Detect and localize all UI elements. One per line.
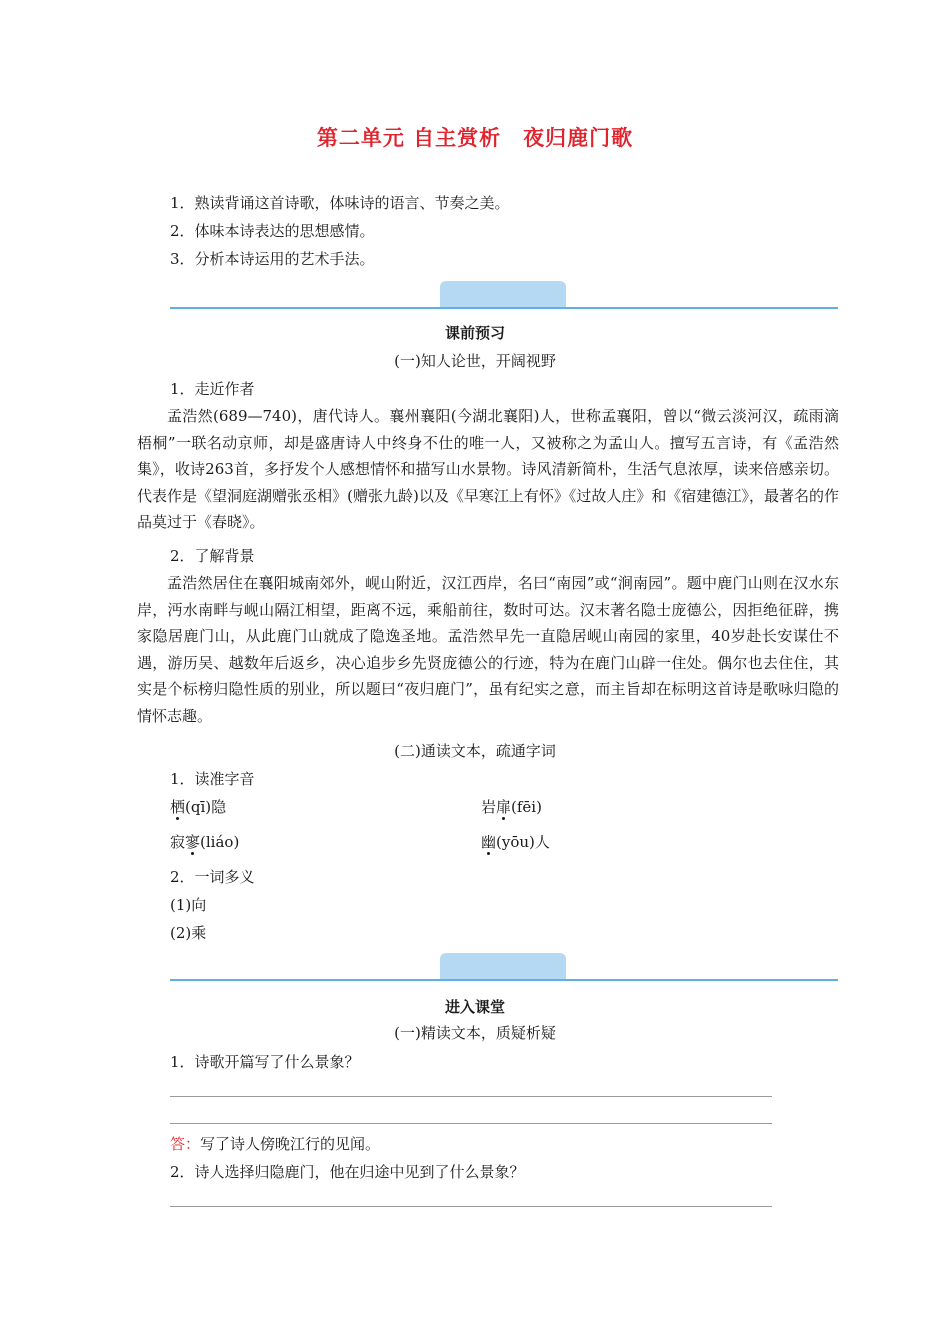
section-banner-class [170,953,838,981]
pron-item-2: 岩扉(fēi) [481,798,542,816]
answer-line [170,1096,772,1097]
dotted-char: 栖 [170,798,186,816]
dotted-char: 寥 [185,833,201,851]
pron-item-3: 寂寥(liáo) [170,833,240,851]
pron-item-4: 幽(yōu)人 [481,833,550,851]
answer-text: 写了诗人傍晚江行的见闻。 [200,1135,381,1153]
question-2: 2．诗人选择归隐鹿门，他在归途中见到了什么景象？ [170,1163,525,1181]
answer-line [170,1123,772,1124]
pronunciation-title: 1．读准字音 [170,770,255,788]
banner-rule [170,979,838,981]
subheading-close-reading: (一)精读文本，质疑析疑 [394,1024,556,1042]
goal-2: 2．体味本诗表达的思想感情。 [170,222,375,240]
polysemy-item-2: (2)乘 [170,924,207,942]
subheading-know-author: (一)知人论世，开阔视野 [394,352,556,370]
polysemy-title: 2．一词多义 [170,868,255,886]
background-paragraph: 孟浩然居住在襄阳城南郊外，岘山附近，汉江西岸，名曰“南园”或“涧南园”。题中鹿门山则在汉水东岸，沔水南畔与岘山隔江相望，距离不远，乘船前往，数时可达。汉末著名隐士庞德公，因拒绝征辟，携家隐居鹿门山，从此鹿门山就成了隐逸圣地。孟浩然早先一直隐居岘山南园的家里，40岁赴长安谋仕不遇，游历吴、越数年后返乡，决心追步乡先贤庞德公的行迹，特为在鹿门山辟一住处。偶尔也去住住，其实是个标榜归隐性质的别业，所以题曰“夜归鹿门”，虽有纪实之意，而主旨却在标明这首诗是歌咏归隐的情怀志趣。 [137,574,839,725]
banner-tab [440,953,566,979]
goal-3: 3．分析本诗运用的艺术手法。 [170,250,375,268]
answer-1 [170,1133,380,1155]
banner-rule [170,307,838,309]
goal-1: 1．熟读背诵这首诗歌，体味诗的语言、节奏之美。 [170,194,510,212]
item-author-title: 1．走近作者 [170,380,255,398]
question-1: 1．诗歌开篇写了什么景象？ [170,1053,360,1071]
polysemy-item-1: (1)向 [170,896,207,914]
dotted-char: 幽 [481,833,497,851]
answer-line [170,1206,772,1207]
answer-label: 答： [170,1135,201,1153]
banner-tab [440,281,566,307]
section-heading-preview: 课前预习 [444,324,505,342]
section-banner-preview [170,281,838,309]
item-background-title: 2．了解背景 [170,547,255,565]
page-title: 第二单元 自主赏析 夜归鹿门歌 [316,125,634,150]
dotted-char: 扉 [496,798,512,816]
pron-item-1: 栖(qī)隐 [170,798,227,816]
section-heading-class: 进入课堂 [444,998,505,1016]
author-paragraph: 孟浩然(689—740)，唐代诗人。襄州襄阳(今湖北襄阳)人，世称孟襄阳，曾以“微云淡河汉，疏雨滴梧桐”一联名动京师，却是盛唐诗人中终身不仕的唯一人，又被称之为孟山人。擅写五言诗，有《孟浩然集》，收诗263首，多抒发个人感想情怀和描写山水景物。诗风清新简朴，生活气息浓厚，读来倍感亲切。代表作是《望洞庭湖赠张丞相》(赠张九龄)以及《早寒江上有怀》《过故人庄》和《宿建德江》，最著名的作品莫过于《春晓》。 [137,407,839,531]
subheading-read-text: (二)通读文本，疏通字词 [394,742,556,760]
